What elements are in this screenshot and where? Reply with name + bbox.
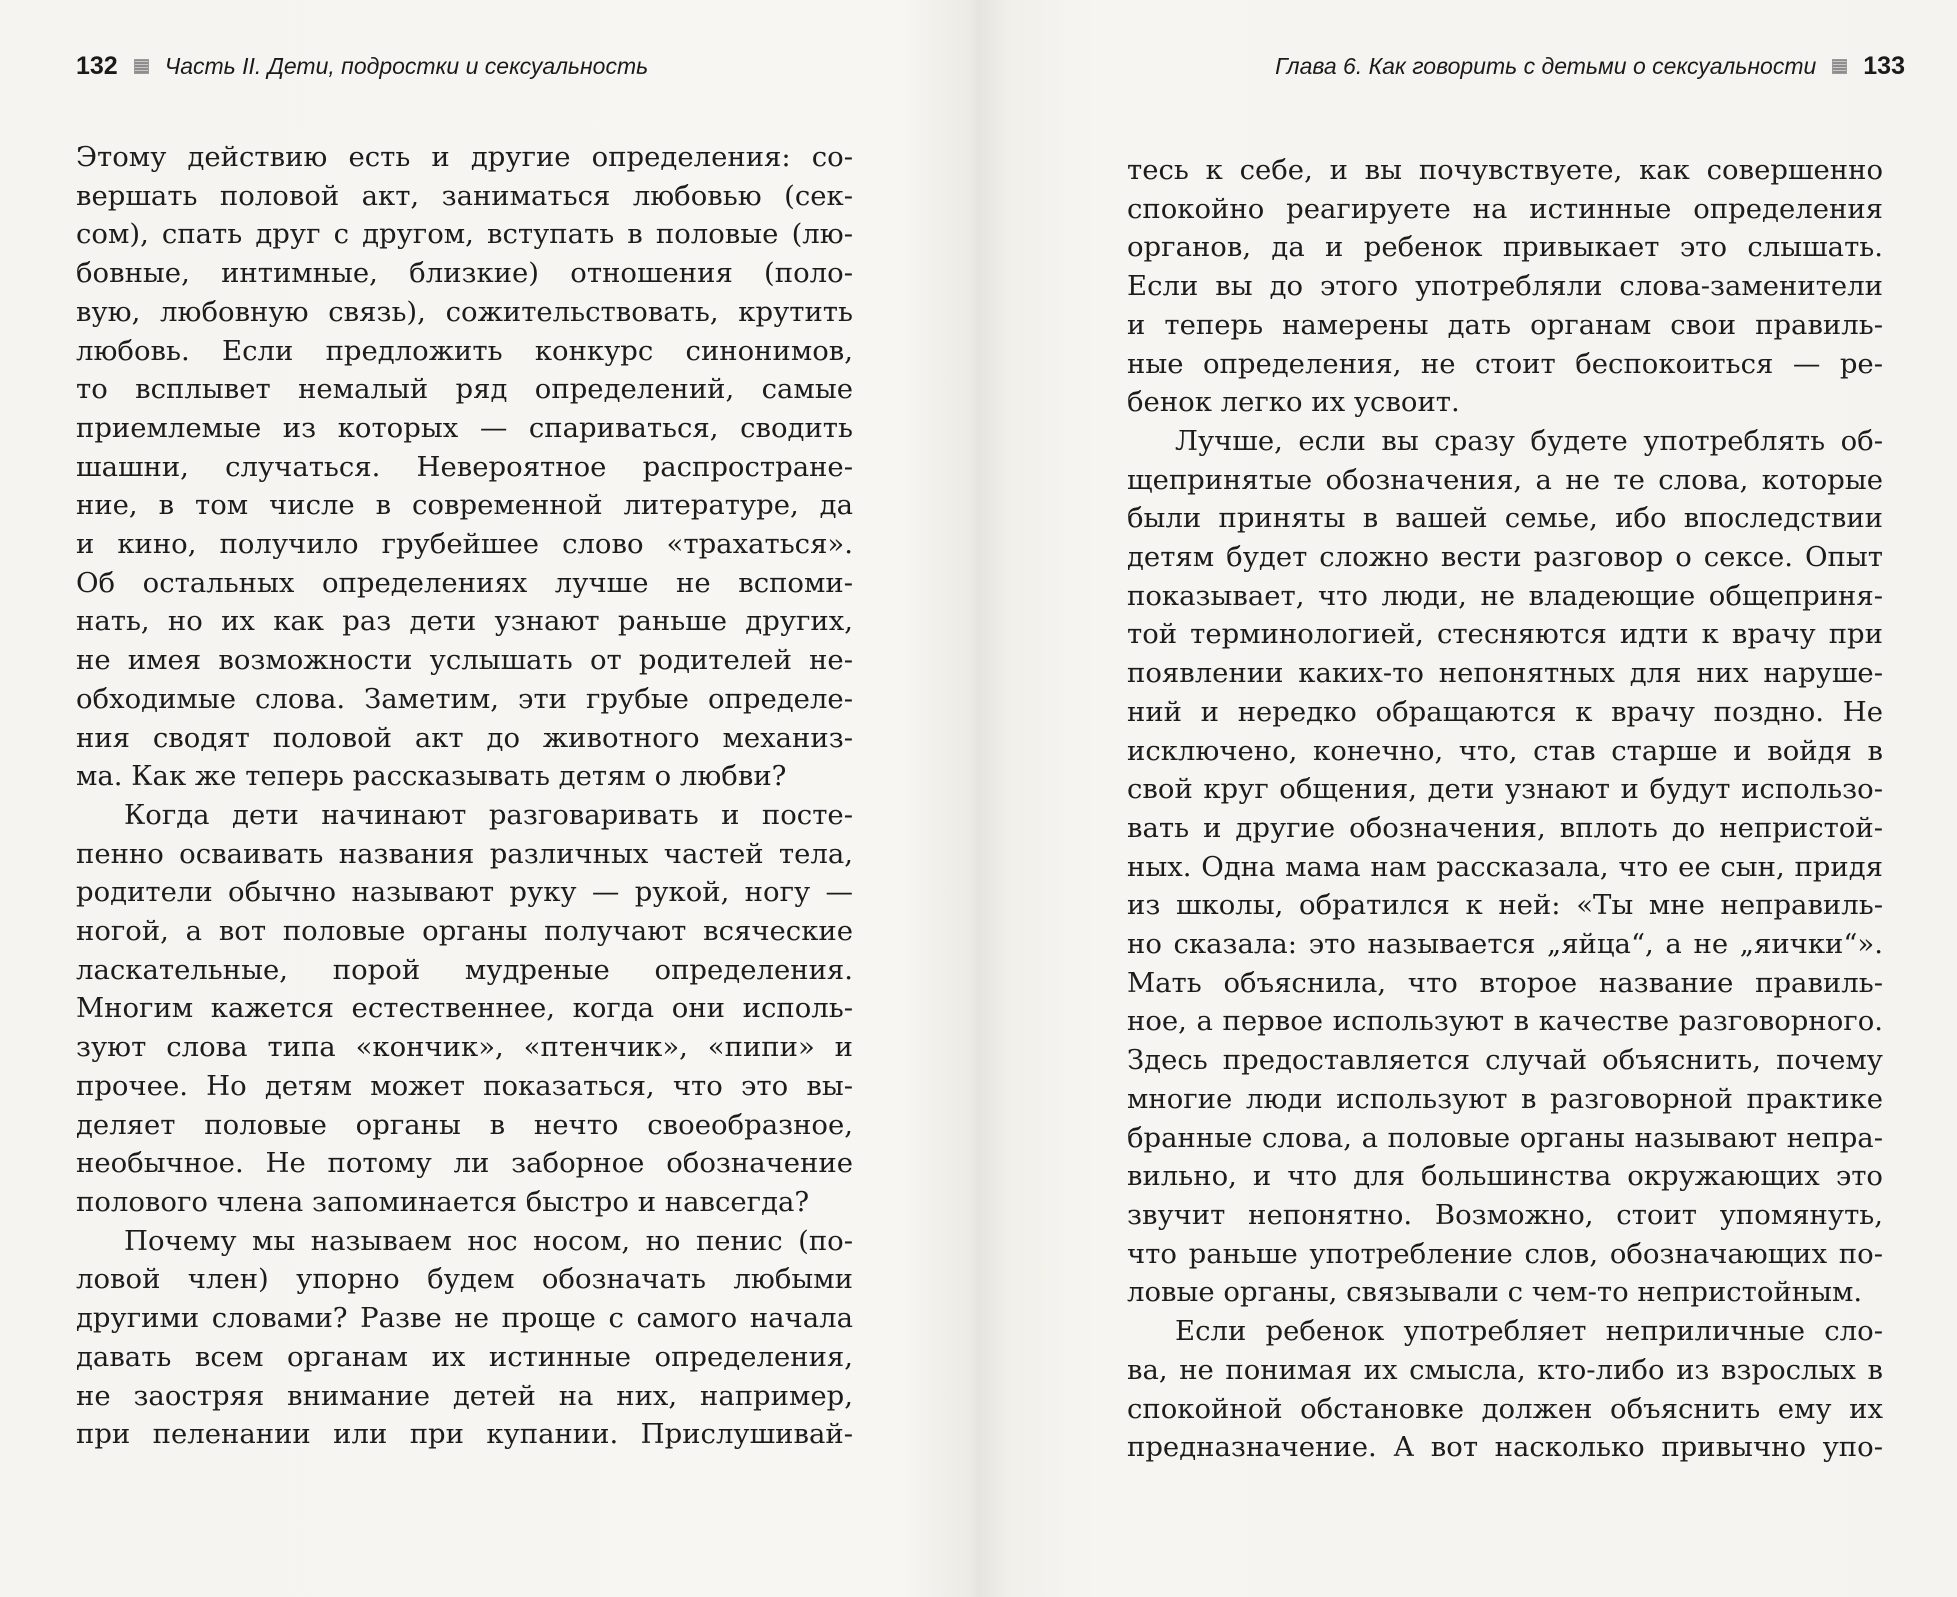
text-line: той терминологией, стесняются идти к врачу при bbox=[1127, 618, 1883, 651]
text-line: что раньше употребление слов, обозначающих по- bbox=[1127, 1237, 1883, 1270]
text-line: из школы, обратился к ней: «Ты мне неправиль- bbox=[1127, 889, 1883, 922]
text-line: приемлемые из которых — спариваться, сводить bbox=[76, 411, 853, 444]
header-separator-icon bbox=[1832, 59, 1847, 74]
text-line: Здесь предоставляется случай объяснить, почему bbox=[1127, 1044, 1883, 1077]
text-line: Почему мы называем нос носом, но пенис (по- bbox=[124, 1224, 853, 1257]
text-line: ногой, а вот половые органы получают всяческие bbox=[76, 915, 853, 948]
text-line: ма. Как же теперь рассказывать детям о любви? bbox=[76, 760, 787, 793]
text-line: обходимые слова. Заметим, эти грубые определе- bbox=[76, 682, 853, 715]
left-page-body bbox=[76, 138, 853, 1454]
header-separator-icon bbox=[134, 59, 149, 74]
running-head: Часть II. Дети, подростки и сексуальность bbox=[164, 52, 649, 79]
right-page-body bbox=[1127, 151, 1883, 1467]
text-line: при пеленании или при купании. Прислушивай- bbox=[76, 1418, 853, 1451]
text-line: Лучше, если вы сразу будете употреблять об- bbox=[1175, 424, 1883, 457]
text-line: шашни, случаться. Невероятное распростране- bbox=[76, 450, 853, 483]
page-number: 133 bbox=[1863, 51, 1905, 80]
text-line: необычное. Не потому ли заборное обозначение bbox=[76, 1147, 853, 1180]
text-line: и кино, получило грубейшее слово «трахаться». bbox=[76, 528, 853, 561]
text-line: вать и другие обозначения, вплоть до непристой- bbox=[1127, 811, 1883, 844]
text-line: ное, а первое используют в качестве разговорного. bbox=[1127, 1005, 1883, 1038]
running-head: Глава 6. Как говорить с детьми о сексуальности bbox=[1275, 52, 1817, 79]
text-line: спокойной обстановке должен объяснить ему их bbox=[1127, 1392, 1883, 1425]
text-line: ние, в том числе в современной литературе, да bbox=[76, 489, 853, 522]
text-line: показывает, что люди, не владеющие общеприня- bbox=[1127, 579, 1883, 612]
text-line: многие люди используют в разговорной практике bbox=[1127, 1082, 1883, 1115]
text-line: Мать объяснила, что второе название правиль- bbox=[1127, 966, 1883, 999]
text-line: тесь к себе, и вы почувствуете, как совершенно bbox=[1127, 154, 1883, 186]
text-line: ний и нередко обращаются к врачу поздно. Не bbox=[1127, 695, 1883, 728]
text-line: спокойно реагируете на истинные определения bbox=[1127, 192, 1883, 225]
text-line: ния сводят половой акт до животного механиз- bbox=[76, 721, 853, 754]
text-line: ловые органы, связывали с чем-то непристойным. bbox=[1127, 1276, 1863, 1309]
text-line: Этому действию есть и другие определения: со- bbox=[76, 141, 853, 173]
text-line: и теперь намерены дать органам свои правиль- bbox=[1127, 308, 1883, 341]
text-line: ва, не понимая их смысла, кто-либо из взрослых в bbox=[1127, 1353, 1883, 1386]
text-line: Если ребенок употребляет неприличные сло- bbox=[1175, 1315, 1883, 1348]
text-line: ных. Одна мама нам рассказала, что ее сын, придя bbox=[1127, 850, 1883, 883]
text-line: вую, любовную связь), сожительствовать, крутить bbox=[76, 295, 853, 328]
text-line: органов, да и ребенок привыкает это слышать. bbox=[1127, 231, 1883, 264]
text-line: нать, но их как раз дети узнают раньше других, bbox=[76, 605, 853, 638]
text-line: щепринятые обозначения, а не те слова, которые bbox=[1127, 463, 1883, 496]
text-line: но сказала: это называется „яйца“, а не „яички“». bbox=[1127, 928, 1883, 961]
text-line: бовные, интимные, близкие) отношения (поло- bbox=[76, 257, 853, 290]
text-line: зуют слова типа «кончик», «птенчик», «пипи» и bbox=[76, 1031, 853, 1064]
page-number: 132 bbox=[76, 51, 118, 80]
text-line: вильно, и что для большинства окружающих это bbox=[1127, 1160, 1883, 1193]
text-line: были приняты в вашей семье, ибо впоследствии bbox=[1127, 502, 1883, 535]
text-line: то всплывет немалый ряд определений, самые bbox=[76, 373, 853, 406]
text-line: любовь. Если предложить конкурс синонимов, bbox=[76, 334, 853, 367]
text-line: Об остальных определениях лучше не вспоми- bbox=[76, 566, 853, 599]
text-line: детям будет сложно вести разговор о сексе. Опыт bbox=[1127, 541, 1883, 574]
text-line: другими словами? Разве не проще с самого начала bbox=[76, 1302, 853, 1335]
text-line: ласкательные, порой мудреные определения. bbox=[76, 953, 853, 986]
text-line: пенно осваивать названия различных частей тела, bbox=[76, 837, 853, 870]
text-line: прочее. Но детям может показаться, что это вы- bbox=[76, 1069, 853, 1102]
text-line: не имея возможности услышать от родителей не- bbox=[76, 644, 853, 677]
right-page-header bbox=[1275, 46, 1905, 86]
text-line: деляет половые органы в нечто своеобразное, bbox=[76, 1108, 853, 1141]
text-line: звучит непонятно. Возможно, стоит упомянуть, bbox=[1127, 1198, 1883, 1231]
text-line: не заостряя внимание детей на них, например, bbox=[76, 1379, 853, 1412]
text-line: бенок легко их усвоит. bbox=[1127, 386, 1460, 419]
text-line: полового члена запоминается быстро и навсегда? bbox=[76, 1185, 810, 1218]
text-line: сом), спать друг с другом, вступать в половые (лю- bbox=[76, 218, 853, 251]
text-line: Многим кажется естественнее, когда они исполь- bbox=[76, 992, 853, 1025]
text-line: вершать половой акт, заниматься любовью (сек- bbox=[76, 179, 853, 212]
left-page bbox=[0, 0, 978, 1597]
text-line: появлении каких-то непонятных для них наруше- bbox=[1127, 657, 1883, 690]
text-line: ловой член) упорно будем обозначать любыми bbox=[76, 1263, 853, 1296]
text-line: исключено, конечно, что, став старше и войдя в bbox=[1127, 734, 1883, 767]
text-line: свой круг общения, дети узнают и будут использо- bbox=[1127, 773, 1883, 806]
text-line: Когда дети начинают разговаривать и посте- bbox=[124, 798, 853, 831]
text-line: ные определения, не стоит беспокоиться — ре- bbox=[1127, 347, 1883, 380]
left-page-header bbox=[76, 46, 648, 86]
text-line: предназначение. А вот насколько привычно упо- bbox=[1127, 1431, 1883, 1464]
text-line: давать всем органам их истинные определения, bbox=[76, 1340, 853, 1373]
text-line: бранные слова, а половые органы называют непра- bbox=[1127, 1121, 1883, 1154]
text-line: родители обычно называют руку — рукой, ногу — bbox=[76, 876, 853, 909]
text-line: Если вы до этого употребляли слова-заменители bbox=[1127, 270, 1883, 303]
right-page bbox=[978, 0, 1957, 1597]
